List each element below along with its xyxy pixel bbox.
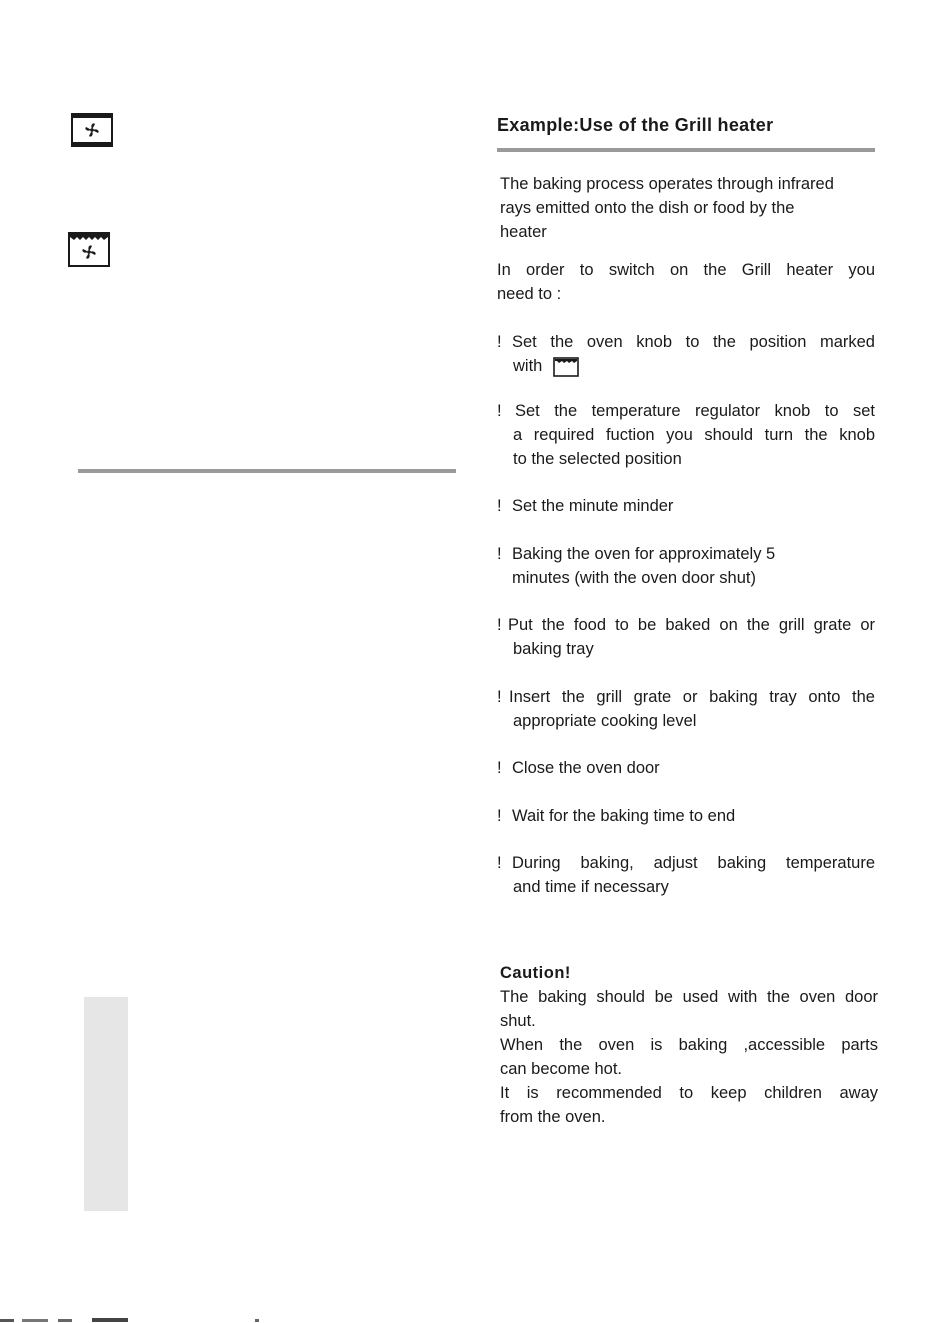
step-bullet: ! [497, 854, 502, 872]
step-text: and time if necessary [513, 878, 669, 896]
step-bullet: ! [497, 807, 502, 825]
order-line: In order to switch on the Grill heater you [497, 261, 875, 279]
step-item [497, 399, 875, 471]
step-text: During baking, adjust baking temperature [512, 854, 875, 872]
caution-title: Caution! [500, 964, 571, 982]
step-text: Set the oven knob to the position marked [512, 333, 875, 351]
intro-line: heater [500, 223, 547, 241]
order-paragraph [497, 258, 875, 306]
step-item [497, 804, 875, 828]
step-item [497, 330, 875, 378]
step-bullet: ! [497, 333, 502, 351]
caution-block [500, 961, 878, 1129]
step-item [497, 851, 875, 899]
section-heading: Example:Use of the Grill heater [497, 115, 774, 135]
step-text-line2 [497, 354, 875, 378]
step-text: Set the minute minder [512, 497, 674, 515]
caution-line: The baking should be used with the oven door [500, 988, 878, 1006]
step-item [497, 542, 875, 590]
scan-artifact [0, 1318, 280, 1323]
step-text: a required fuction you should turn the knob [513, 426, 875, 444]
step-item [497, 685, 875, 733]
step-bullet: ! [497, 688, 502, 706]
side-panel [84, 997, 128, 1211]
step-item [497, 494, 875, 518]
step-bullet: ! [497, 402, 502, 420]
caution-line: It is recommended to keep children away [500, 1084, 878, 1102]
step-text: Baking the oven for approximately 5 [512, 545, 776, 563]
order-line: need to : [497, 285, 562, 303]
step-text: Set the temperature regulator knob to set [515, 402, 875, 420]
caution-line: shut. [500, 1012, 536, 1030]
left-divider [78, 469, 456, 473]
step-text: Close the oven door [512, 759, 660, 777]
intro-line: rays emitted onto the dish or food by the [500, 199, 795, 217]
step-text: Put the food to be baked on the grill grate or [508, 616, 875, 634]
step-bullet: ! [497, 616, 502, 634]
step-item [497, 613, 875, 661]
caution-line: from the oven. [500, 1108, 606, 1126]
step-text: Wait for the baking time to end [512, 807, 736, 825]
heading-divider [497, 148, 875, 152]
step-text: minutes (with the oven door shut) [512, 569, 756, 587]
caution-line: can become hot. [500, 1060, 622, 1078]
caution-line: When the oven is baking ,accessible parts [500, 1036, 878, 1054]
fan-grill-oven-icon [68, 232, 110, 267]
step-text: baking tray [513, 640, 594, 658]
step-text: appropriate cooking level [513, 712, 697, 730]
step-bullet: ! [497, 545, 502, 563]
intro-paragraph [500, 172, 880, 244]
step-item [497, 756, 875, 780]
fan-oven-icon [71, 113, 113, 147]
step-text: Insert the grill grate or baking tray onto the [509, 688, 875, 706]
step-text: to the selected position [513, 450, 682, 468]
step-bullet: ! [497, 759, 502, 777]
intro-line: The baking process operates through infrared [500, 175, 834, 193]
grill-icon [553, 357, 579, 377]
step-bullet: ! [497, 497, 502, 515]
step-text: with [513, 357, 543, 375]
